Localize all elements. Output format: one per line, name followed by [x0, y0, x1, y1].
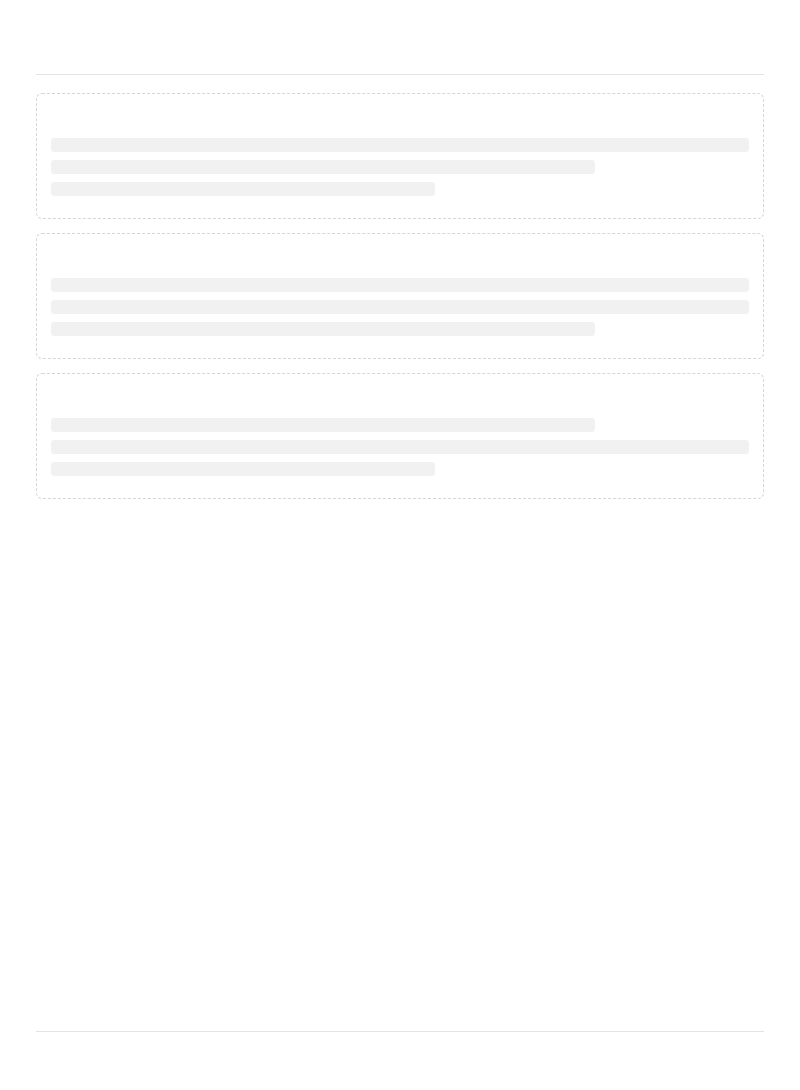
text-line-placeholder — [51, 462, 435, 476]
content-section-2 — [36, 233, 764, 359]
section-heading-3 — [51, 388, 749, 408]
text-line-placeholder — [51, 440, 749, 454]
text-line-placeholder — [51, 300, 749, 314]
content-section-3 — [36, 373, 764, 499]
page-header — [36, 28, 764, 75]
page-footer — [36, 1031, 764, 1066]
section-heading-2 — [51, 248, 749, 268]
page-title — [36, 34, 754, 58]
text-line-placeholder — [51, 278, 749, 292]
text-line-placeholder — [51, 418, 595, 432]
text-line-placeholder — [51, 322, 595, 336]
text-line-placeholder — [51, 138, 749, 152]
text-line-placeholder — [51, 160, 595, 174]
text-line-placeholder — [51, 182, 435, 196]
content-section-1 — [36, 93, 764, 219]
section-heading-1 — [51, 108, 749, 128]
page-body — [36, 93, 764, 1013]
